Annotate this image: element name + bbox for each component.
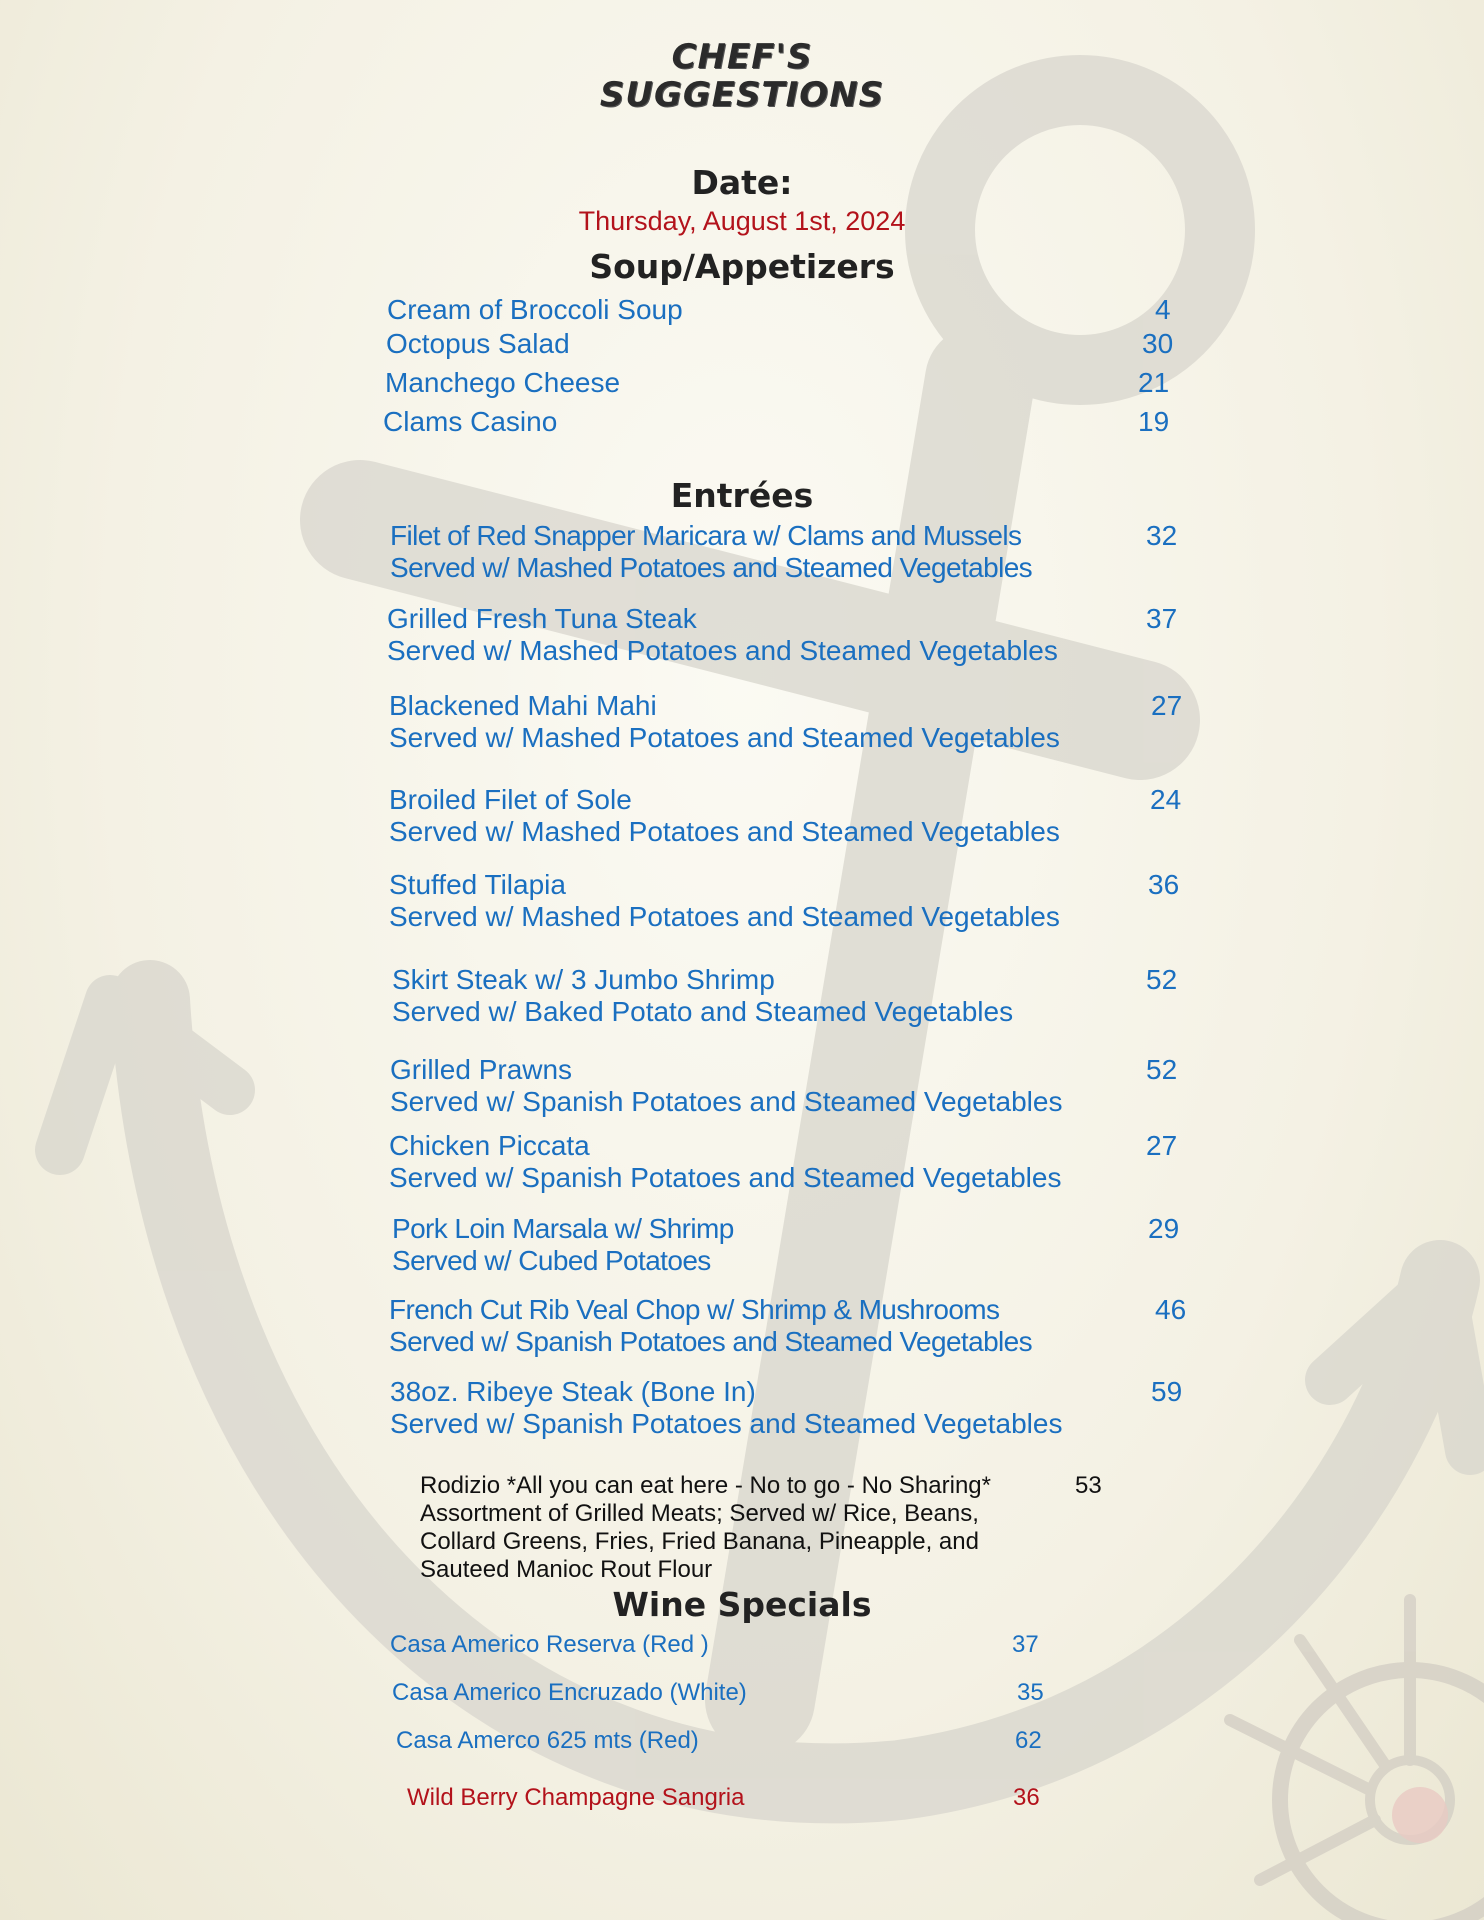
wine-item-price: 62	[1015, 1727, 1042, 1754]
menu-item-side: Served w/ Spanish Potatoes and Steamed Vegetables	[390, 1408, 1063, 1439]
rodizio-title: Rodizio *All you can eat here - No to go - No Sharing*	[420, 1472, 991, 1499]
menu-item-price: 21	[1138, 367, 1170, 398]
menu-item-side: Served w/ Mashed Potatoes and Steamed Vegetables	[389, 722, 1060, 753]
menu-item-side: Served w/ Mashed Potatoes and Steamed Vegetables	[390, 552, 1033, 583]
entrees-heading: Entrées	[670, 476, 814, 515]
menu-item-side: Served w/ Spanish Potatoes and Steamed Vegetables	[390, 1086, 1063, 1117]
menu-item-name: Grilled Prawns	[390, 1054, 573, 1085]
menu-item-name: Chicken Piccata	[389, 1130, 590, 1161]
rodizio-description: Collard Greens, Fries, Fried Banana, Pineapple, and	[420, 1528, 979, 1555]
wine-item-name: Casa Amerco 625 mts (Red)	[396, 1727, 699, 1754]
menu-item-name: Skirt Steak w/ 3 Jumbo Shrimp	[392, 964, 775, 995]
menu-item-name: Broiled Filet of Sole	[389, 784, 632, 815]
chefs-logo-line2: SUGGESTIONS	[599, 75, 885, 115]
menu-item-name: Pork Loin Marsala w/ Shrimp	[392, 1213, 734, 1244]
menu-item-price: 27	[1146, 1130, 1178, 1161]
menu-item-price: 4	[1155, 294, 1171, 325]
wine-item-price: 36	[1013, 1784, 1040, 1811]
menu-item-price: 24	[1150, 784, 1182, 815]
menu-item-name: Octopus Salad	[386, 328, 570, 359]
wine-specials-heading: Wine Specials	[612, 1585, 872, 1624]
wine-item-name: Casa Americo Encruzado (White)	[392, 1679, 747, 1706]
menu-item-price: 29	[1148, 1213, 1180, 1244]
soup-appetizers-heading: Soup/Appetizers	[589, 247, 895, 286]
menu-item-name: Manchego Cheese	[385, 367, 621, 398]
menu-item-price: 46	[1155, 1294, 1187, 1325]
menu-item-name: Stuffed Tilapia	[389, 869, 566, 900]
menu-item-price: 19	[1138, 406, 1170, 437]
menu-item-name: Clams Casino	[383, 406, 558, 437]
menu-item-price: 52	[1146, 1054, 1178, 1085]
menu-item-side: Served w/ Mashed Potatoes and Steamed Vegetables	[387, 635, 1058, 666]
wine-item-name: Wild Berry Champagne Sangria	[407, 1784, 745, 1811]
menu-item-name: Blackened Mahi Mahi	[389, 690, 657, 721]
menu-item-side: Served w/ Mashed Potatoes and Steamed Vegetables	[389, 901, 1060, 932]
menu-item-side: Served w/ Mashed Potatoes and Steamed Vegetables	[389, 816, 1060, 847]
wine-item-price: 37	[1012, 1631, 1039, 1658]
menu-item-name: Filet of Red Snapper Maricara w/ Clams and Mussels	[390, 520, 1022, 551]
menu-item-name: Grilled Fresh Tuna Steak	[387, 603, 697, 634]
menu-item-price: 27	[1151, 690, 1183, 721]
menu-item-side: Served w/ Cubed Potatoes	[392, 1245, 711, 1276]
menu-item-price: 59	[1151, 1376, 1183, 1407]
rodizio-description: Assortment of Grilled Meats; Served w/ Rice, Beans,	[420, 1500, 979, 1527]
menu-item-name: 38oz. Ribeye Steak (Bone In)	[390, 1376, 756, 1407]
menu-item-side: Served w/ Spanish Potatoes and Steamed Vegetables	[389, 1162, 1062, 1193]
menu-item-price: 52	[1146, 964, 1178, 995]
menu-item-name: French Cut Rib Veal Chop w/ Shrimp & Mushrooms	[389, 1294, 1000, 1325]
chefs-logo-line1: CHEF'S	[671, 37, 813, 77]
menu-item-side: Served w/ Spanish Potatoes and Steamed Vegetables	[389, 1326, 1033, 1357]
menu-item-name: Cream of Broccoli Soup	[387, 294, 683, 325]
menu-item-price: 37	[1146, 603, 1178, 634]
date-label: Date:	[691, 163, 793, 202]
menu-item-price: 32	[1146, 520, 1178, 551]
menu-item-price: 30	[1142, 328, 1174, 359]
wine-item-price: 35	[1017, 1679, 1044, 1706]
wine-item-name: Casa Americo Reserva (Red )	[390, 1631, 709, 1658]
menu-item-price: 36	[1148, 869, 1180, 900]
date-value: Thursday, August 1st, 2024	[578, 206, 906, 236]
menu-item-side: Served w/ Baked Potato and Steamed Vegetables	[392, 996, 1014, 1027]
rodizio-description: Sauteed Manioc Rout Flour	[420, 1556, 713, 1583]
rodizio-price: 53	[1075, 1472, 1102, 1499]
